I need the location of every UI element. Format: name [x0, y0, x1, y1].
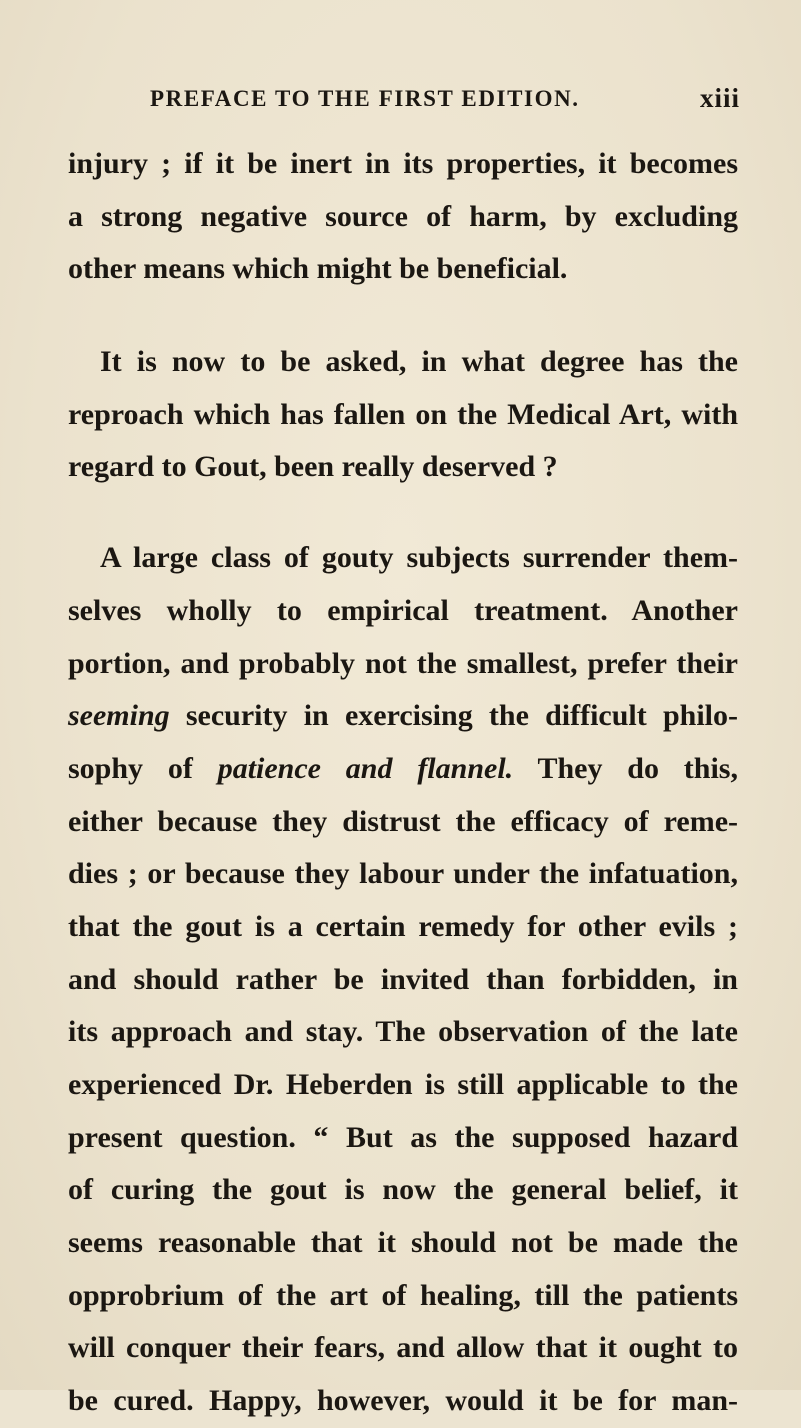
text-run: security in exercising the difficult philo- — [169, 699, 738, 733]
text-run: They do this, — [513, 751, 738, 785]
text-line: present question. “ But as the supposed hazard — [68, 1120, 738, 1154]
paragraph-3 — [68, 532, 738, 1428]
text-line: opprobrium of the art of healing, till the patients — [68, 1278, 738, 1312]
text-line: injury ; if it be inert in its properties, it becomes — [68, 147, 738, 180]
text-line: and should rather be invited than forbidden, in — [68, 962, 738, 996]
text-line: selves wholly to empirical treatment. Another — [68, 593, 738, 627]
text-line: its approach and stay. The observation of the late — [68, 1015, 738, 1049]
text-line: be cured. Happy, however, would it be for man- — [68, 1384, 738, 1418]
running-title: PREFACE TO THE FIRST EDITION. — [150, 86, 580, 111]
text-line: portion, and probably not the smallest, prefer their — [68, 646, 738, 680]
text-line-mixed — [68, 690, 738, 743]
paragraph-gap — [68, 296, 738, 336]
paragraph-gap — [68, 494, 738, 532]
italic-phrase: patience and flannel. — [217, 751, 514, 785]
body-text — [68, 138, 738, 1428]
text-line: dies ; or because they labour under the infatuation, — [68, 857, 738, 891]
page-number: xiii — [699, 83, 740, 113]
text-line: that the gout is a certain remedy for other evils ; — [68, 909, 738, 943]
text-line: regard to Gout, been really deserved ? — [68, 450, 558, 484]
text-line: reproach which has fallen on the Medical Art, with — [68, 397, 738, 431]
text-line: will conquer their fears, and allow that it ought to — [68, 1331, 738, 1365]
text-line: a strong negative source of harm, by excluding — [68, 199, 738, 233]
text-line: It is now to be asked, in what degree has the — [100, 345, 738, 379]
text-line-mixed — [68, 743, 738, 796]
text-line: other means which might be beneficial. — [68, 252, 568, 286]
text-line: of curing the gout is now the general belief, it — [68, 1173, 738, 1207]
paragraph-2 — [68, 336, 738, 494]
text-line: seems reasonable that it should not be made the — [68, 1226, 738, 1260]
text-line: either because they distrust the efficacy of reme- — [68, 804, 738, 838]
text-line: A large class of gouty subjects surrender them- — [100, 541, 738, 575]
text-run: sophy of — [68, 751, 218, 785]
text-line: experienced Dr. Heberden is still applicable to the — [68, 1068, 738, 1101]
italic-word: seeming — [68, 699, 170, 733]
running-header — [150, 83, 740, 118]
paragraph-1 — [68, 138, 738, 296]
